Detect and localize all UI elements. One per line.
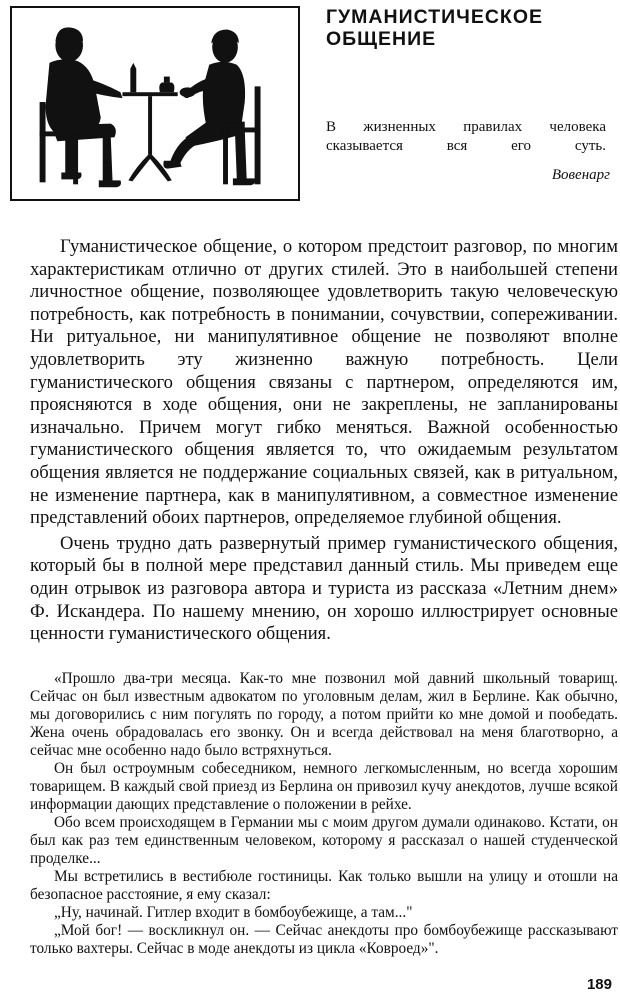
main-body xyxy=(30,236,618,646)
quote-paragraph: «Прошло два-три месяца. Как-то мне позвонил мой давний школьный товарищ. Сейчас он был известным адвокатом по уголовным делам, жил в Берлине. Как обычно, мы договорились с ним погулять по городу, а потом прийти ко мне домой и пообедать. Жена очень обрадовалась его звонку. Он и всегда действовал на меня благотворно, а сейчас мне особенно надо было встряхнуться. xyxy=(30,670,618,759)
section-title xyxy=(326,6,616,50)
section-title-line-2: ОБЩЕНИЕ xyxy=(326,28,437,50)
quote-paragraph: Он был остроумным собеседником, немного легкомысленным, но всегда хорошим товарищем. В каждый свой приезд из Берлина он привозил кучу анекдотов, лучше всякой информации дающих представление о положении в рейхе. xyxy=(30,760,618,813)
quotation-block xyxy=(30,670,618,958)
quote-paragraph: „Мой бог! — воскликнул он. — Сейчас анекдоты про бомбоубежище рассказывают только вахтеры. Сейчас в моде анекдоты из цикла «Ковроед»". xyxy=(30,922,618,957)
quote-paragraph: Обо всем происходящем в Германии мы с моим другом думали одинаково. Кстати, он был как раз тем единственным человеком, которому я рассказал о нашей студенческой проделке... xyxy=(30,814,618,867)
epigraph-author: Вовенарг xyxy=(551,167,610,183)
main-paragraph: Гуманистическое общение, о котором предстоит разговор, по многим характеристикам отлично от других стилей. Это в наибольшей степени личностное общение, позволяющее удовлетворить такую человеческую потребность, как потребность в понимании, сочувствии, сопереживании. Ни ритуальное, ни манипулятивное общение не позволяют вполне удовлетворить эту жизненно важную потребность. Цели гуманистического общения связаны с партнером, определяются им, проясняются в ходе общения, они не закреплены, не запланированы изначально. Причем могут гибко меняться. Важной особенностью гуманистического общения является то, что ожидаемым результатом общения является не поддержание социальных связей, как в ритуальном, не изменение партнера, как в манипулятивном, а совместное изменение представлений обоих партнеров, определяемое глубиной общения. xyxy=(30,236,618,529)
section-title-line-1: ГУМАНИСТИЧЕСКОЕ xyxy=(326,6,543,28)
page-number: 189 xyxy=(586,976,612,993)
epigraph-text: В жизненных правилах человека сказывается вся его суть. xyxy=(326,119,606,154)
main-paragraph: Очень трудно дать развернутый пример гуманистического общения, который бы в полной мере представил данный стиль. Мы приведем еще один отрывок из разговора автора и туриста из рассказа «Летним днем» Ф. Искандера. По нашему мнению, он хорошо иллюстрирует основные ценности гуманистического общения. xyxy=(30,532,618,645)
silhouette-two-men-at-table-icon xyxy=(12,8,298,199)
quote-paragraph: Мы встретились в вестибюле гостиницы. Как только вышли на улицу и отошли на безопасное расстояние, я ему сказал: xyxy=(30,868,618,903)
illustration-frame xyxy=(10,6,300,201)
quote-paragraph: „Ну, начинай. Гитлер входит в бомбоубежище, а там..." xyxy=(54,904,413,921)
